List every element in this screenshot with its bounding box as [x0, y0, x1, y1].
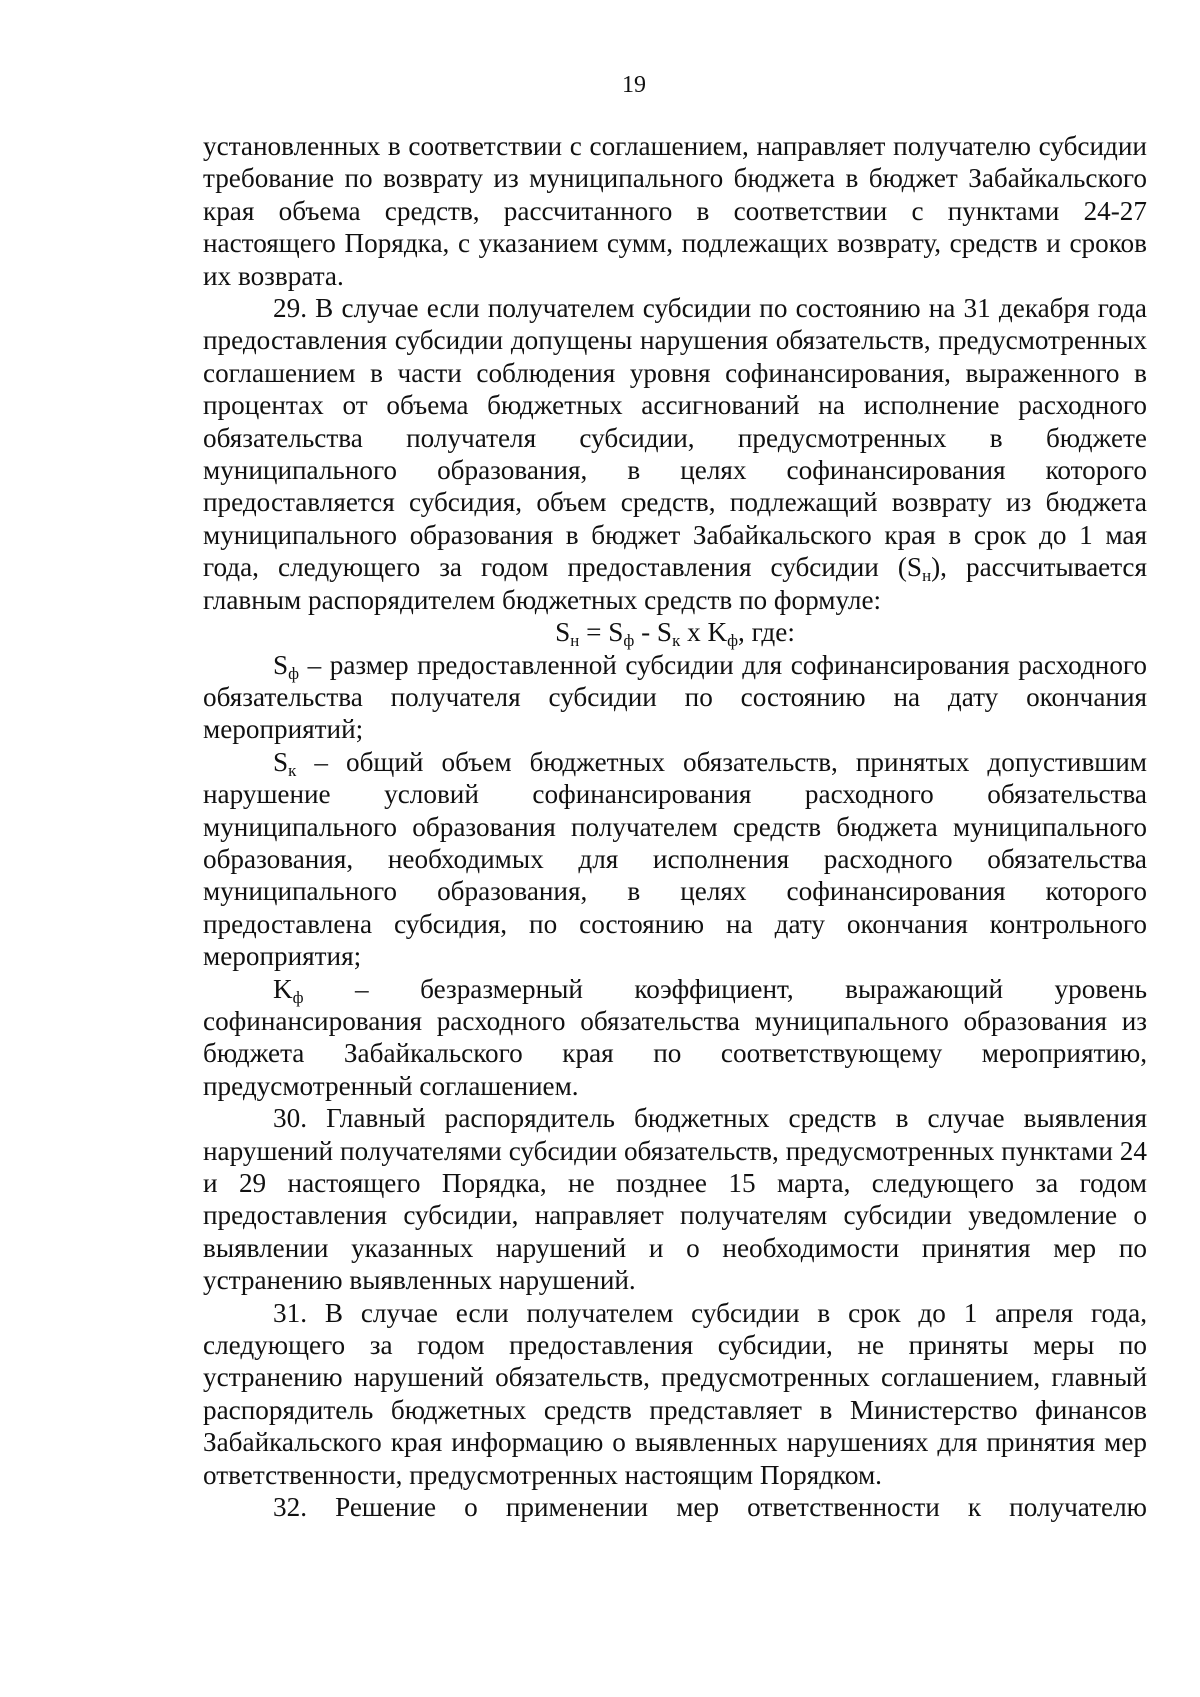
definition-subscript: к	[288, 760, 297, 780]
formula-part: х K	[680, 617, 728, 648]
formula	[203, 616, 1147, 651]
formula-part: - S	[634, 617, 673, 648]
paragraph-continuation: установленных в соответствии с соглашением, направляет получателю субсидии требование по возврату из муниципального бюджета в бюджет Забайкальского края объема средств, рассчитанного в соответствии с пунктами 24-27 настоящего Порядка, с указанием сумм, подлежащих возврату, средств и сроков их возврата.	[203, 131, 1147, 291]
definition-text: – безразмерный коэффициент, выражающий уровень софинансирования расходного обязательства муниципального образования из бюджета Забайкальского края по соответствующему мероприятию, предусмотренный соглашением.	[203, 973, 1147, 1101]
definition-subscript: ф	[292, 987, 304, 1007]
definition-symbol: K	[273, 973, 293, 1004]
definition-symbol: S	[273, 649, 289, 680]
formula-subscript: ф	[623, 631, 635, 651]
formula-subscript: ф	[727, 631, 739, 651]
paragraph-29-text-b: ), рассчитывается главным распорядителем бюджетных средств по формуле:	[203, 552, 1147, 615]
definition-sk	[203, 746, 1147, 973]
definition-sf	[203, 649, 1147, 746]
definition-text: – размер предоставленной субсидии для софинансирования расходного обязательства получателя субсидии по состоянию на дату окончания мероприятий;	[203, 649, 1147, 745]
paragraph-29-text-a: 29. В случае если получателем субсидии по состоянию на 31 декабря года предоставления субсидии допущены нарушения обязательств, предусмотренных соглашением в части соблюдения уровня софинансирования, выраженного в процентах от объема бюджетных ассигнований на исполнение расходного обязательства получателя субсидии, предусмотренных в бюджете муниципального образования, в целях софинансирования которого предоставляется субсидия, объем средств, подлежащий возврату из бюджета муниципального образования в бюджет Забайкальского края в срок до 1 мая года, следующего за годом предоставления субсидии (S	[203, 293, 1147, 583]
paragraph-31: 31. В случае если получателем субсидии в срок до 1 апреля года, следующего за годом предоставления субсидии, не приняты меры по устранению нарушений обязательств, предусмотренных соглашением, главный распорядитель бюджетных средств представляет в Министерство финансов Забайкальского края информацию о выявленных нарушениях для принятия мер ответственности, предусмотренных настоящим Порядком.	[203, 1297, 1147, 1490]
page-number: 19	[622, 72, 646, 98]
formula-part: , где:	[738, 617, 795, 648]
paragraph-32: 32. Решение о применении мер ответственности к получателю	[273, 1492, 1147, 1523]
definition-text: – общий объем бюджетных обязательств, принятых допустившим нарушение условий софинансирования расходного обязательства муниципального образования получателем средств бюджета муниципального образования, необходимых для исполнения расходного обязательства муниципального образования, в целях софинансирования которого предоставлена субсидия, по состоянию на дату окончания контрольного мероприятия;	[203, 746, 1147, 972]
definition-symbol: S	[273, 746, 289, 777]
paragraph-30: 30. Главный распорядитель бюджетных средств в случае выявления нарушений получателями субсидии обязательств, предусмотренных пунктами 24 и 29 настоящего Порядка, не позднее 15 марта, следующего за годом предоставления субсидии, направляет получателям субсидии уведомление о выявлении указанных нарушений и о необходимости принятия мер по устранению выявленных нарушений.	[203, 1103, 1147, 1296]
formula-part: S	[555, 617, 571, 648]
definition-kf	[203, 973, 1147, 1103]
paragraph-29-subscript: н	[922, 566, 932, 586]
document-body	[203, 130, 1147, 1523]
formula-subscript: к	[672, 631, 681, 651]
formula-part: = S	[579, 617, 624, 648]
definition-subscript: ф	[288, 663, 300, 683]
formula-subscript: н	[570, 631, 580, 651]
paragraph-29	[203, 292, 1147, 616]
